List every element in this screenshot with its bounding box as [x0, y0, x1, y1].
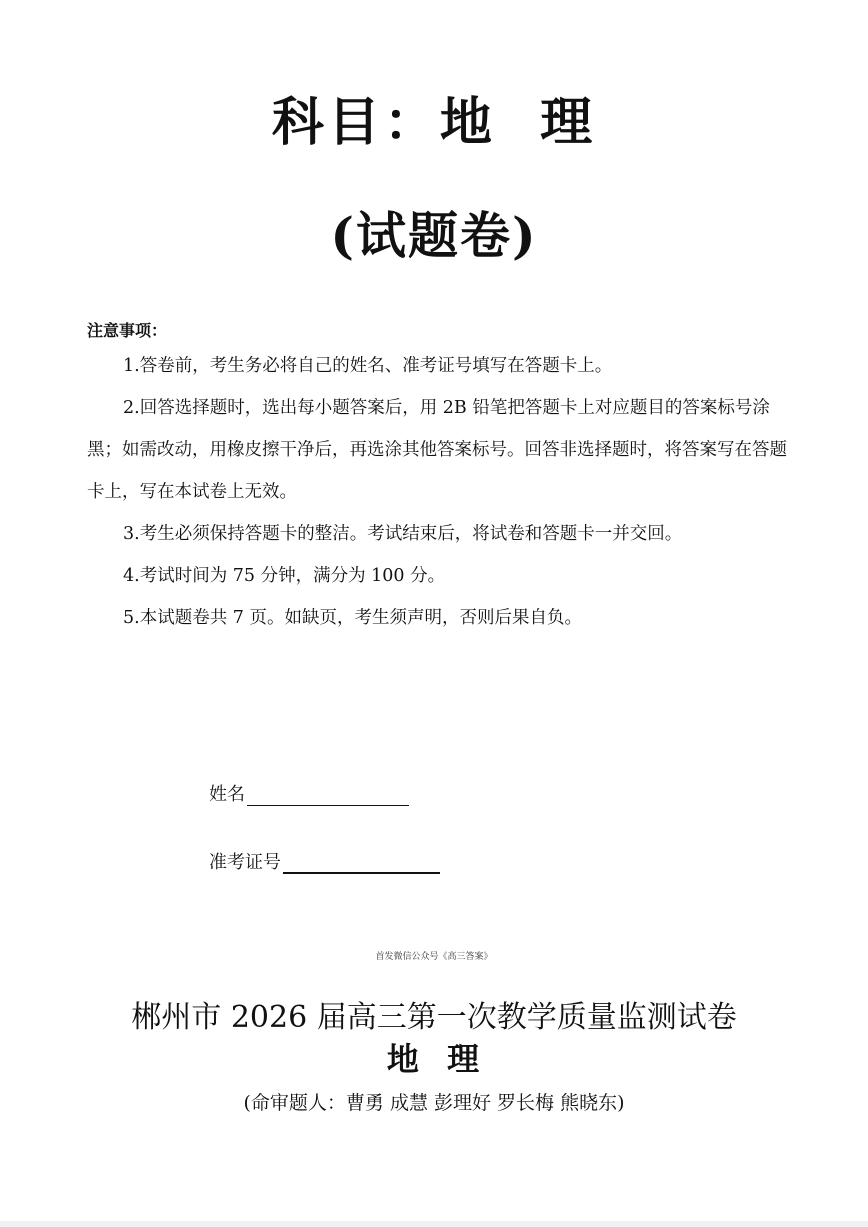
notice-item: 1.答卷前，考生务必将自己的姓名、准考证号填写在答题卡上。	[123, 356, 613, 376]
exam-subject: 地 理	[386, 1040, 482, 1078]
exam-id-label: 准考证号	[209, 852, 281, 873]
notice-heading: 注意事项：	[87, 321, 168, 340]
booklet-title: (试题卷)	[330, 206, 538, 265]
name-label: 姓名	[209, 784, 245, 805]
exam-title: 郴州市 2026 届高三第一次教学质量监测试卷	[131, 1000, 737, 1035]
notice-item: 3.考生必须保持答题卡的整洁。考试结束后，将试卷和答题卡一并交回。	[123, 524, 683, 544]
authors-line: (命审题人：曹勇 成慧 彭理好 罗长梅 熊晓东)	[243, 1092, 625, 1114]
candidate-info-form	[209, 778, 440, 874]
subject-title: 科目：地 理	[271, 93, 597, 153]
page-bottom-edge	[0, 1221, 868, 1227]
notice-item: 2.回答选择题时，选出每小题答案后，用 2B 铅笔把答题卡上对应题目的答案标号涂黑；如需改动，用橡皮擦干净后，再选涂其他答案标号。回答非选择题时，将答案写在答题卡上，写在本试卷上无效。	[87, 398, 787, 502]
notice-item: 4.考试时间为 75 分钟，满分为 100 分。	[123, 566, 446, 586]
watermark-text: 首发微信公众号《高三答案》	[375, 952, 493, 962]
exam-id-blank-line[interactable]	[283, 852, 440, 874]
notice-item: 5.本试题卷共 7 页。如缺页，考生须声明，否则后果自负。	[123, 608, 582, 628]
notice-list	[87, 345, 787, 639]
name-field	[209, 778, 440, 806]
exam-id-field	[209, 846, 440, 874]
name-blank-line[interactable]	[247, 785, 409, 806]
